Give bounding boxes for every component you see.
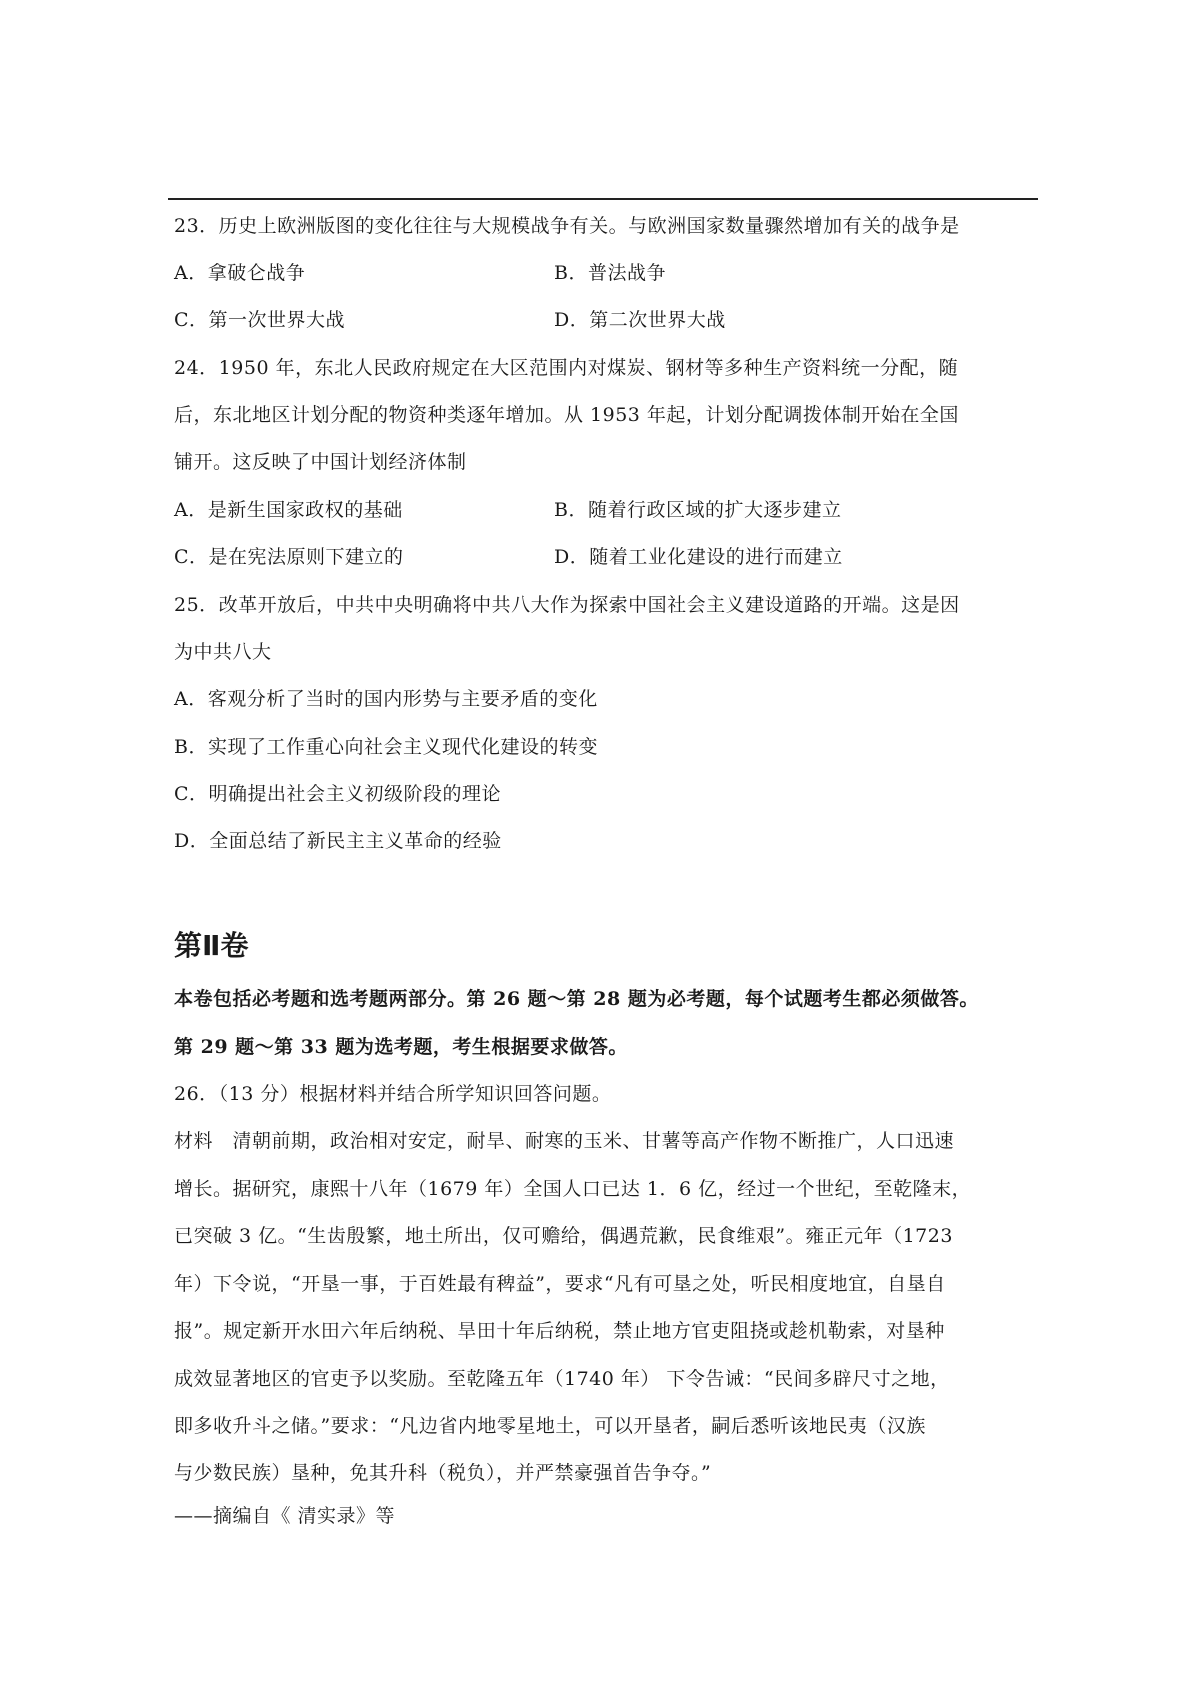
q24-stem-line-2: 后，东北地区计划分配的物资种类逐年增加。从 1953 年起，计划分配调拨体制开始在全国 [174, 404, 959, 426]
q23-stem: 23．历史上欧洲版图的变化往往与大规模战争有关。与欧洲国家数量骤然增加有关的战争是 [174, 215, 960, 237]
q24-option-c: C．是在宪法原则下建立的 [174, 546, 404, 568]
q25-option-c: C．明确提出社会主义初级阶段的理论 [174, 783, 502, 805]
q26-material-line-6: 成效显著地区的官吏予以奖励。至乾隆五年（1740 年） 下令告诫：“民间多辟尺寸之地， [174, 1368, 950, 1390]
q25-option-d: D．全面总结了新民主主义革命的经验 [174, 830, 502, 852]
q24-option-b: B．随着行政区域的扩大逐步建立 [554, 499, 842, 521]
q25-stem-line-2: 为中共八大 [174, 641, 272, 663]
q26-stem: 26．（13 分）根据材料并结合所学知识回答问题。 [174, 1083, 612, 1105]
q26-material-line-7: 即多收升斗之储。”要求：“凡边省内地零星地土，可以开垦者，嗣后悉听该地民夷（汉族 [174, 1415, 926, 1437]
q23-option-a: A．拿破仑战争 [174, 262, 306, 284]
section-intro-line-1: 本卷包括必考题和选考题两部分。第 26 题～第 28 题为必考题，每个试题考生都必须做答。 [174, 988, 979, 1010]
q26-material-line-5: 报”。规定新开水田六年后纳税、旱田十年后纳税，禁止地方官吏阻挠或趁机勒索，对垦种 [174, 1320, 945, 1342]
q23-option-c: C．第一次世界大战 [174, 309, 346, 331]
q26-material-line-3: 已突破 3 亿。“生齿殷繁，地土所出，仅可赡给，偶遇荒歉，民食维艰”。雍正元年（1723 [174, 1225, 953, 1247]
q24-option-d: D．随着工业化建设的进行而建立 [554, 546, 843, 568]
q23-option-d: D．第二次世界大战 [554, 309, 726, 331]
q24-stem-line-3: 铺开。这反映了中国计划经济体制 [174, 451, 467, 473]
q25-option-a: A．客观分析了当时的国内形势与主要矛盾的变化 [174, 688, 598, 710]
header-rule [168, 198, 1038, 200]
q26-material-line-1: 材料 清朝前期，政治相对安定，耐旱、耐寒的玉米、甘薯等高产作物不断推广，人口迅速 [174, 1130, 955, 1152]
q23-option-b: B．普法战争 [554, 262, 666, 284]
q24-stem-line-1: 24．1950 年，东北人民政府规定在大区范围内对煤炭、钢材等多种生产资料统一分配，随 [174, 357, 959, 379]
q26-source: ——摘编自《 清实录》等 [174, 1505, 396, 1527]
q24-option-a: A．是新生国家政权的基础 [174, 499, 403, 521]
section-intro-line-2: 第 29 题～第 33 题为选考题，考生根据要求做答。 [174, 1036, 628, 1058]
q26-material-line-8: 与少数民族）垦种，免其升科（税负），并严禁豪强首告争夺。” [174, 1462, 712, 1484]
section-title: 第Ⅱ卷 [174, 929, 249, 962]
q25-option-b: B．实现了工作重心向社会主义现代化建设的转变 [174, 736, 598, 758]
q25-stem-line-1: 25．改革开放后，中共中央明确将中共八大作为探索中国社会主义建设道路的开端。这是因 [174, 594, 960, 616]
q26-material-line-4: 年）下令说，“开垦一事，于百姓最有稗益”，要求“凡有可垦之处，听民相度地宜，自垦自 [174, 1273, 946, 1295]
q26-material-line-2: 增长。据研究，康熙十八年（1679 年）全国人口已达 1．6 亿，经过一个世纪，至乾隆末， [174, 1178, 972, 1200]
